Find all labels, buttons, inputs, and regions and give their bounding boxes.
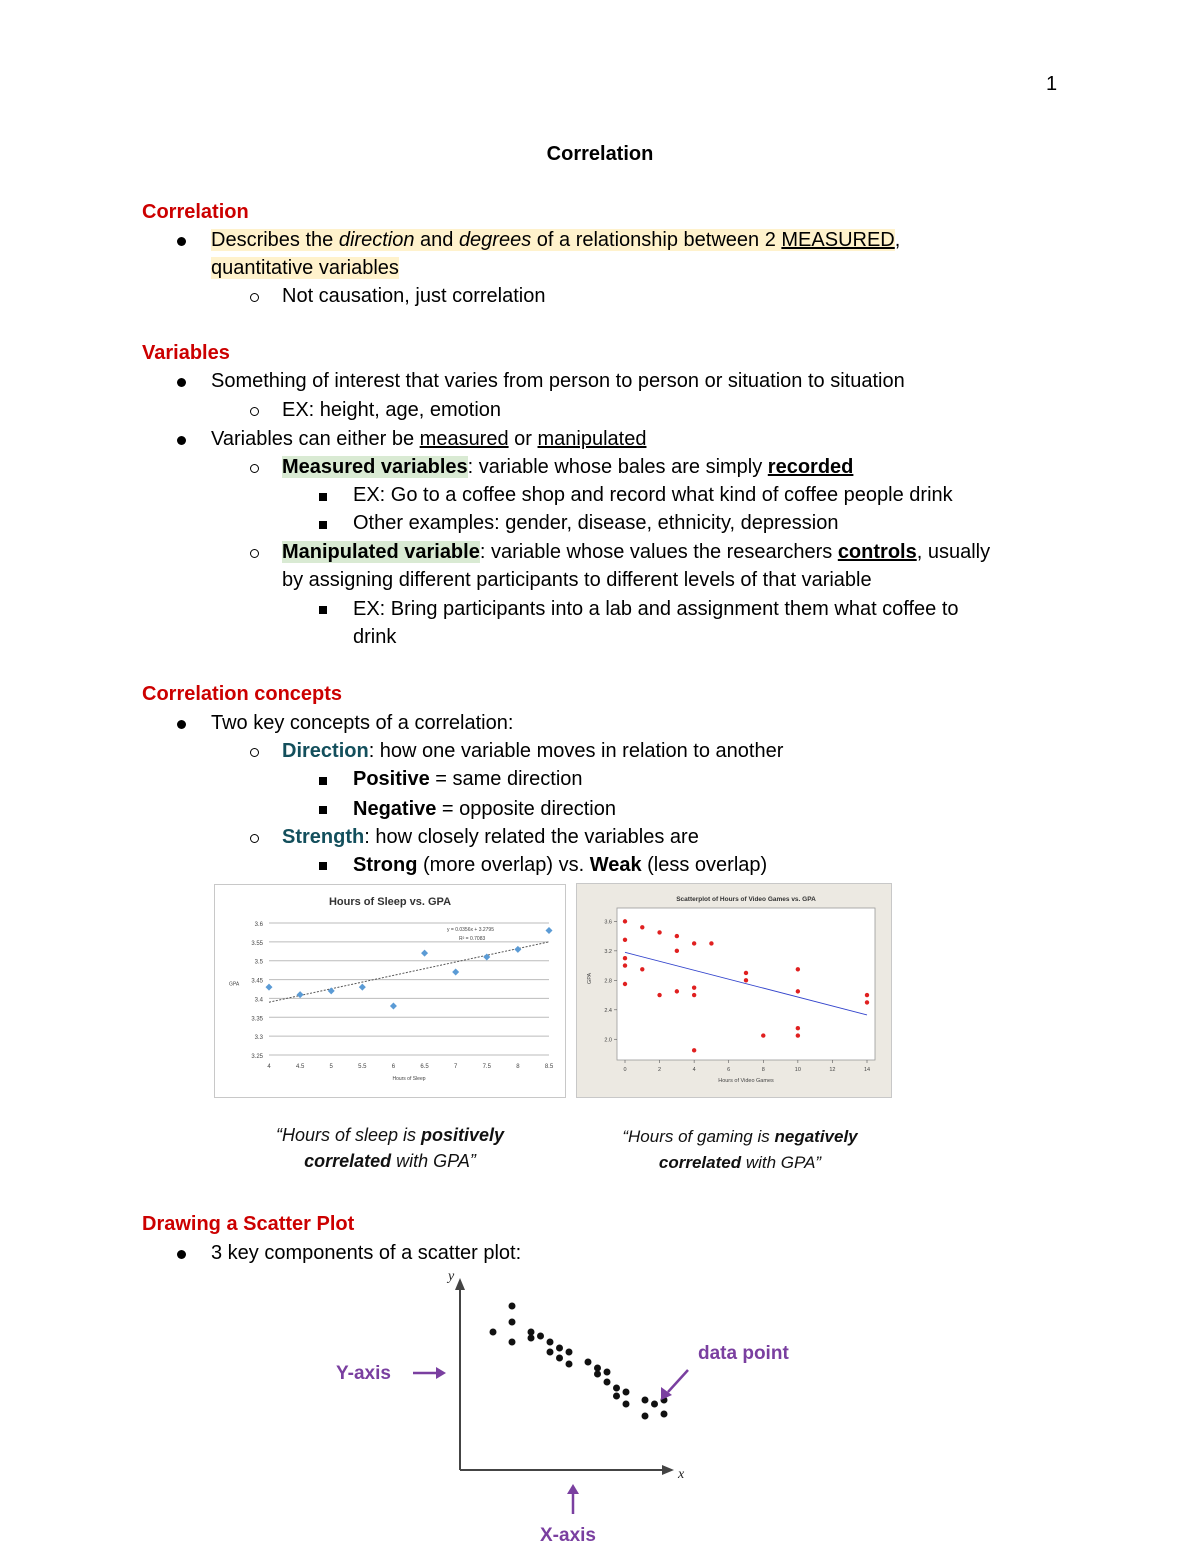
gaming-gpa-chart (576, 883, 892, 1098)
sleep-gpa-chart-svg (215, 885, 565, 1097)
data-point (556, 1345, 563, 1352)
correlation-definition-cont: quantitative variables (211, 257, 399, 279)
data-point (796, 967, 800, 971)
data-point (623, 1401, 630, 1408)
x-tick-label: 8 (516, 1064, 520, 1070)
x-tick-label: 12 (829, 1067, 836, 1073)
data-point-pointer (668, 1370, 688, 1392)
x-tick-label: 14 (863, 1067, 871, 1073)
x-axis-pointer-arrowhead (567, 1484, 579, 1494)
y-tick-label: 2.8 (604, 978, 612, 985)
data-point (604, 1369, 611, 1376)
page-title: Correlation (546, 143, 654, 165)
x-tick-label: 6.5 (420, 1064, 429, 1070)
y-axis-variable: y (448, 1269, 455, 1284)
y-tick-label: 3.6 (254, 922, 263, 928)
bullet-icon (177, 237, 186, 246)
y-axis-arrowhead (455, 1278, 465, 1290)
correlation-note: Not causation, just correlation (282, 285, 546, 307)
gaming-caption: “Hours of gaming is negatively correlated with GPA” (622, 1127, 858, 1172)
circle-bullet-icon (250, 464, 259, 473)
data-point (566, 1361, 573, 1368)
manipulated-variable-cont: by assigning different participants to different levels of that variable (282, 569, 872, 591)
data-point (796, 1033, 800, 1037)
x-tick-label: 4 (267, 1064, 271, 1070)
data-point (623, 919, 627, 923)
data-point (623, 963, 627, 967)
data-point (421, 950, 428, 957)
square-bullet-icon (319, 493, 327, 501)
x-tick-label: 4 (692, 1067, 696, 1073)
concepts-intro: Two key concepts of a correlation: (211, 712, 514, 734)
data-point (594, 1365, 601, 1372)
x-tick-label: 2 (658, 1067, 662, 1073)
circle-bullet-icon (250, 748, 259, 757)
y-tick-label: 2.0 (604, 1037, 612, 1044)
bullet-icon (177, 436, 186, 445)
x-tick-label: 0 (623, 1067, 627, 1073)
variables-example: EX: height, age, emotion (282, 399, 502, 421)
scatter-plot-diagram (320, 1262, 820, 1552)
data-point (547, 1349, 554, 1356)
circle-bullet-icon (250, 407, 259, 416)
variables-definition: Something of interest that varies from person to person or situation to situation (211, 370, 905, 392)
data-point (297, 991, 304, 998)
data-point (692, 993, 696, 997)
data-point (528, 1335, 535, 1342)
data-point (556, 1355, 563, 1362)
y-axis-pointer-arrowhead (436, 1367, 446, 1379)
variables-types: Variables can either be measured or manipulated (211, 428, 647, 450)
x-tick-label: 5 (329, 1064, 333, 1070)
y-tick-label: 3.6 (604, 919, 612, 926)
y-tick-label: 3.55 (251, 940, 263, 947)
data-point (623, 956, 627, 960)
scatter-components: 3 key components of a scatter plot: (211, 1242, 522, 1264)
section-heading-variables: Variables (142, 342, 230, 364)
data-point (692, 985, 696, 989)
data-point (640, 967, 644, 971)
section-heading-scatter: Drawing a Scatter Plot (142, 1213, 355, 1235)
strong-vs-weak: Strong (more overlap) vs. Weak (less overlap) (353, 854, 768, 876)
bullet-icon (177, 378, 186, 387)
y-tick-label: 2.4 (604, 1007, 612, 1014)
data-point (623, 938, 627, 942)
data-point-annotation: data point (698, 1343, 789, 1364)
y-axis-label: GPA (229, 981, 240, 988)
y-tick-label: 3.4 (254, 997, 263, 1004)
y-tick-label: 3.25 (251, 1054, 263, 1060)
data-point (692, 941, 696, 945)
data-point (613, 1385, 620, 1392)
y-tick-label: 3.45 (251, 978, 263, 985)
x-tick-label: 10 (794, 1067, 801, 1073)
r-squared-label: R² = 0.7083 (459, 936, 486, 942)
data-point (509, 1303, 516, 1310)
gaming-gpa-chart-svg (577, 884, 891, 1097)
chart-title: Scatterplot of Hours of Video Games vs. GPA (676, 896, 816, 903)
measured-variables: Measured variables: variable whose bales are simply recorded (282, 456, 854, 478)
chart-title: Hours of Sleep vs. GPA (328, 896, 452, 908)
x-tick-label: 8 (761, 1067, 765, 1073)
x-tick-label: 7.5 (482, 1064, 491, 1070)
x-tick-label: 6 (391, 1064, 396, 1070)
square-bullet-icon (319, 521, 327, 529)
square-bullet-icon (319, 806, 327, 814)
x-tick-label: 5.5 (358, 1064, 367, 1070)
bullet-icon (177, 720, 186, 729)
data-point (675, 934, 679, 938)
x-axis-label: Hours of Sleep (392, 1076, 426, 1082)
negative-definition: Negative = opposite direction (353, 798, 616, 820)
data-point (359, 984, 366, 991)
x-tick-label: 4.5 (295, 1064, 305, 1070)
data-point (514, 946, 521, 953)
data-point (585, 1359, 592, 1366)
data-point (675, 949, 679, 953)
data-point (744, 978, 748, 982)
data-point (692, 1048, 696, 1052)
circle-bullet-icon (250, 834, 259, 843)
y-tick-label: 3.35 (251, 1016, 263, 1023)
positive-definition: Positive = same direction (353, 768, 583, 790)
section-heading-correlation: Correlation (142, 201, 249, 223)
data-point (865, 1000, 869, 1004)
x-tick-label: 8.5 (544, 1064, 554, 1070)
x-tick-label: 7 (453, 1064, 458, 1070)
data-point (509, 1339, 516, 1346)
data-point (651, 1401, 658, 1408)
data-point (613, 1393, 620, 1400)
data-point (865, 993, 869, 997)
manipulated-variable: Manipulated variable: variable whose values the researchers controls, usually (282, 541, 991, 563)
data-point (328, 987, 335, 994)
page-number: 1 (1046, 73, 1058, 95)
data-point (761, 1033, 765, 1037)
data-point (490, 1329, 497, 1336)
strength-definition: Strength: how closely related the variables are (282, 826, 699, 848)
x-axis-variable: x (678, 1467, 685, 1482)
data-point (796, 1026, 800, 1030)
circle-bullet-icon (250, 549, 259, 558)
data-point (604, 1379, 611, 1386)
data-point (657, 930, 661, 934)
data-point (623, 982, 627, 986)
trend-equation: y = 0.0356x + 3.2795 (447, 927, 494, 933)
data-point (452, 969, 459, 976)
data-point (594, 1371, 601, 1378)
data-point (546, 927, 553, 934)
square-bullet-icon (319, 777, 327, 785)
data-point (528, 1329, 535, 1336)
data-point (744, 971, 748, 975)
data-point (642, 1397, 649, 1404)
square-bullet-icon (319, 606, 327, 614)
x-axis-arrowhead (662, 1465, 674, 1475)
measured-example-1: EX: Go to a coffee shop and record what kind of coffee people drink (353, 484, 953, 506)
y-tick-label: 3.3 (254, 1035, 263, 1042)
y-tick-label: 3.2 (604, 948, 612, 955)
manipulated-example: EX: Bring participants into a lab and assignment them what coffee to (353, 598, 959, 620)
measured-example-2: Other examples: gender, disease, ethnicity, depression (353, 512, 839, 534)
sleep-caption: “Hours of sleep is positively correlated with GPA” (275, 1125, 505, 1171)
data-point (796, 989, 800, 993)
data-point (640, 925, 644, 929)
data-point (509, 1319, 516, 1326)
x-axis-annotation: X-axis (540, 1525, 596, 1546)
x-tick-label: 6 (727, 1067, 731, 1073)
section-heading-concepts: Correlation concepts (142, 683, 343, 705)
data-point (675, 989, 679, 993)
correlation-definition: Describes the direction and degrees of a relationship between 2 MEASURED, (211, 229, 901, 251)
data-point (266, 984, 273, 991)
square-bullet-icon (319, 862, 327, 870)
data-point (657, 993, 661, 997)
data-point (547, 1339, 554, 1346)
bullet-icon (177, 1250, 186, 1259)
sleep-gpa-chart (214, 884, 566, 1098)
data-point (623, 1389, 630, 1396)
data-point (642, 1413, 649, 1420)
y-axis-annotation: Y-axis (336, 1363, 391, 1384)
data-point (661, 1411, 668, 1418)
data-point (390, 1002, 397, 1009)
manipulated-example-cont: drink (353, 626, 397, 648)
y-tick-label: 3.5 (254, 959, 263, 966)
trend-line (269, 942, 549, 1002)
circle-bullet-icon (250, 293, 259, 302)
data-point (537, 1333, 544, 1340)
x-axis-label: Hours of Video Games (718, 1078, 774, 1084)
data-point (709, 941, 713, 945)
data-point (566, 1349, 573, 1356)
direction-definition: Direction: how one variable moves in relation to another (282, 740, 784, 762)
y-axis-label: GPA (587, 972, 593, 984)
